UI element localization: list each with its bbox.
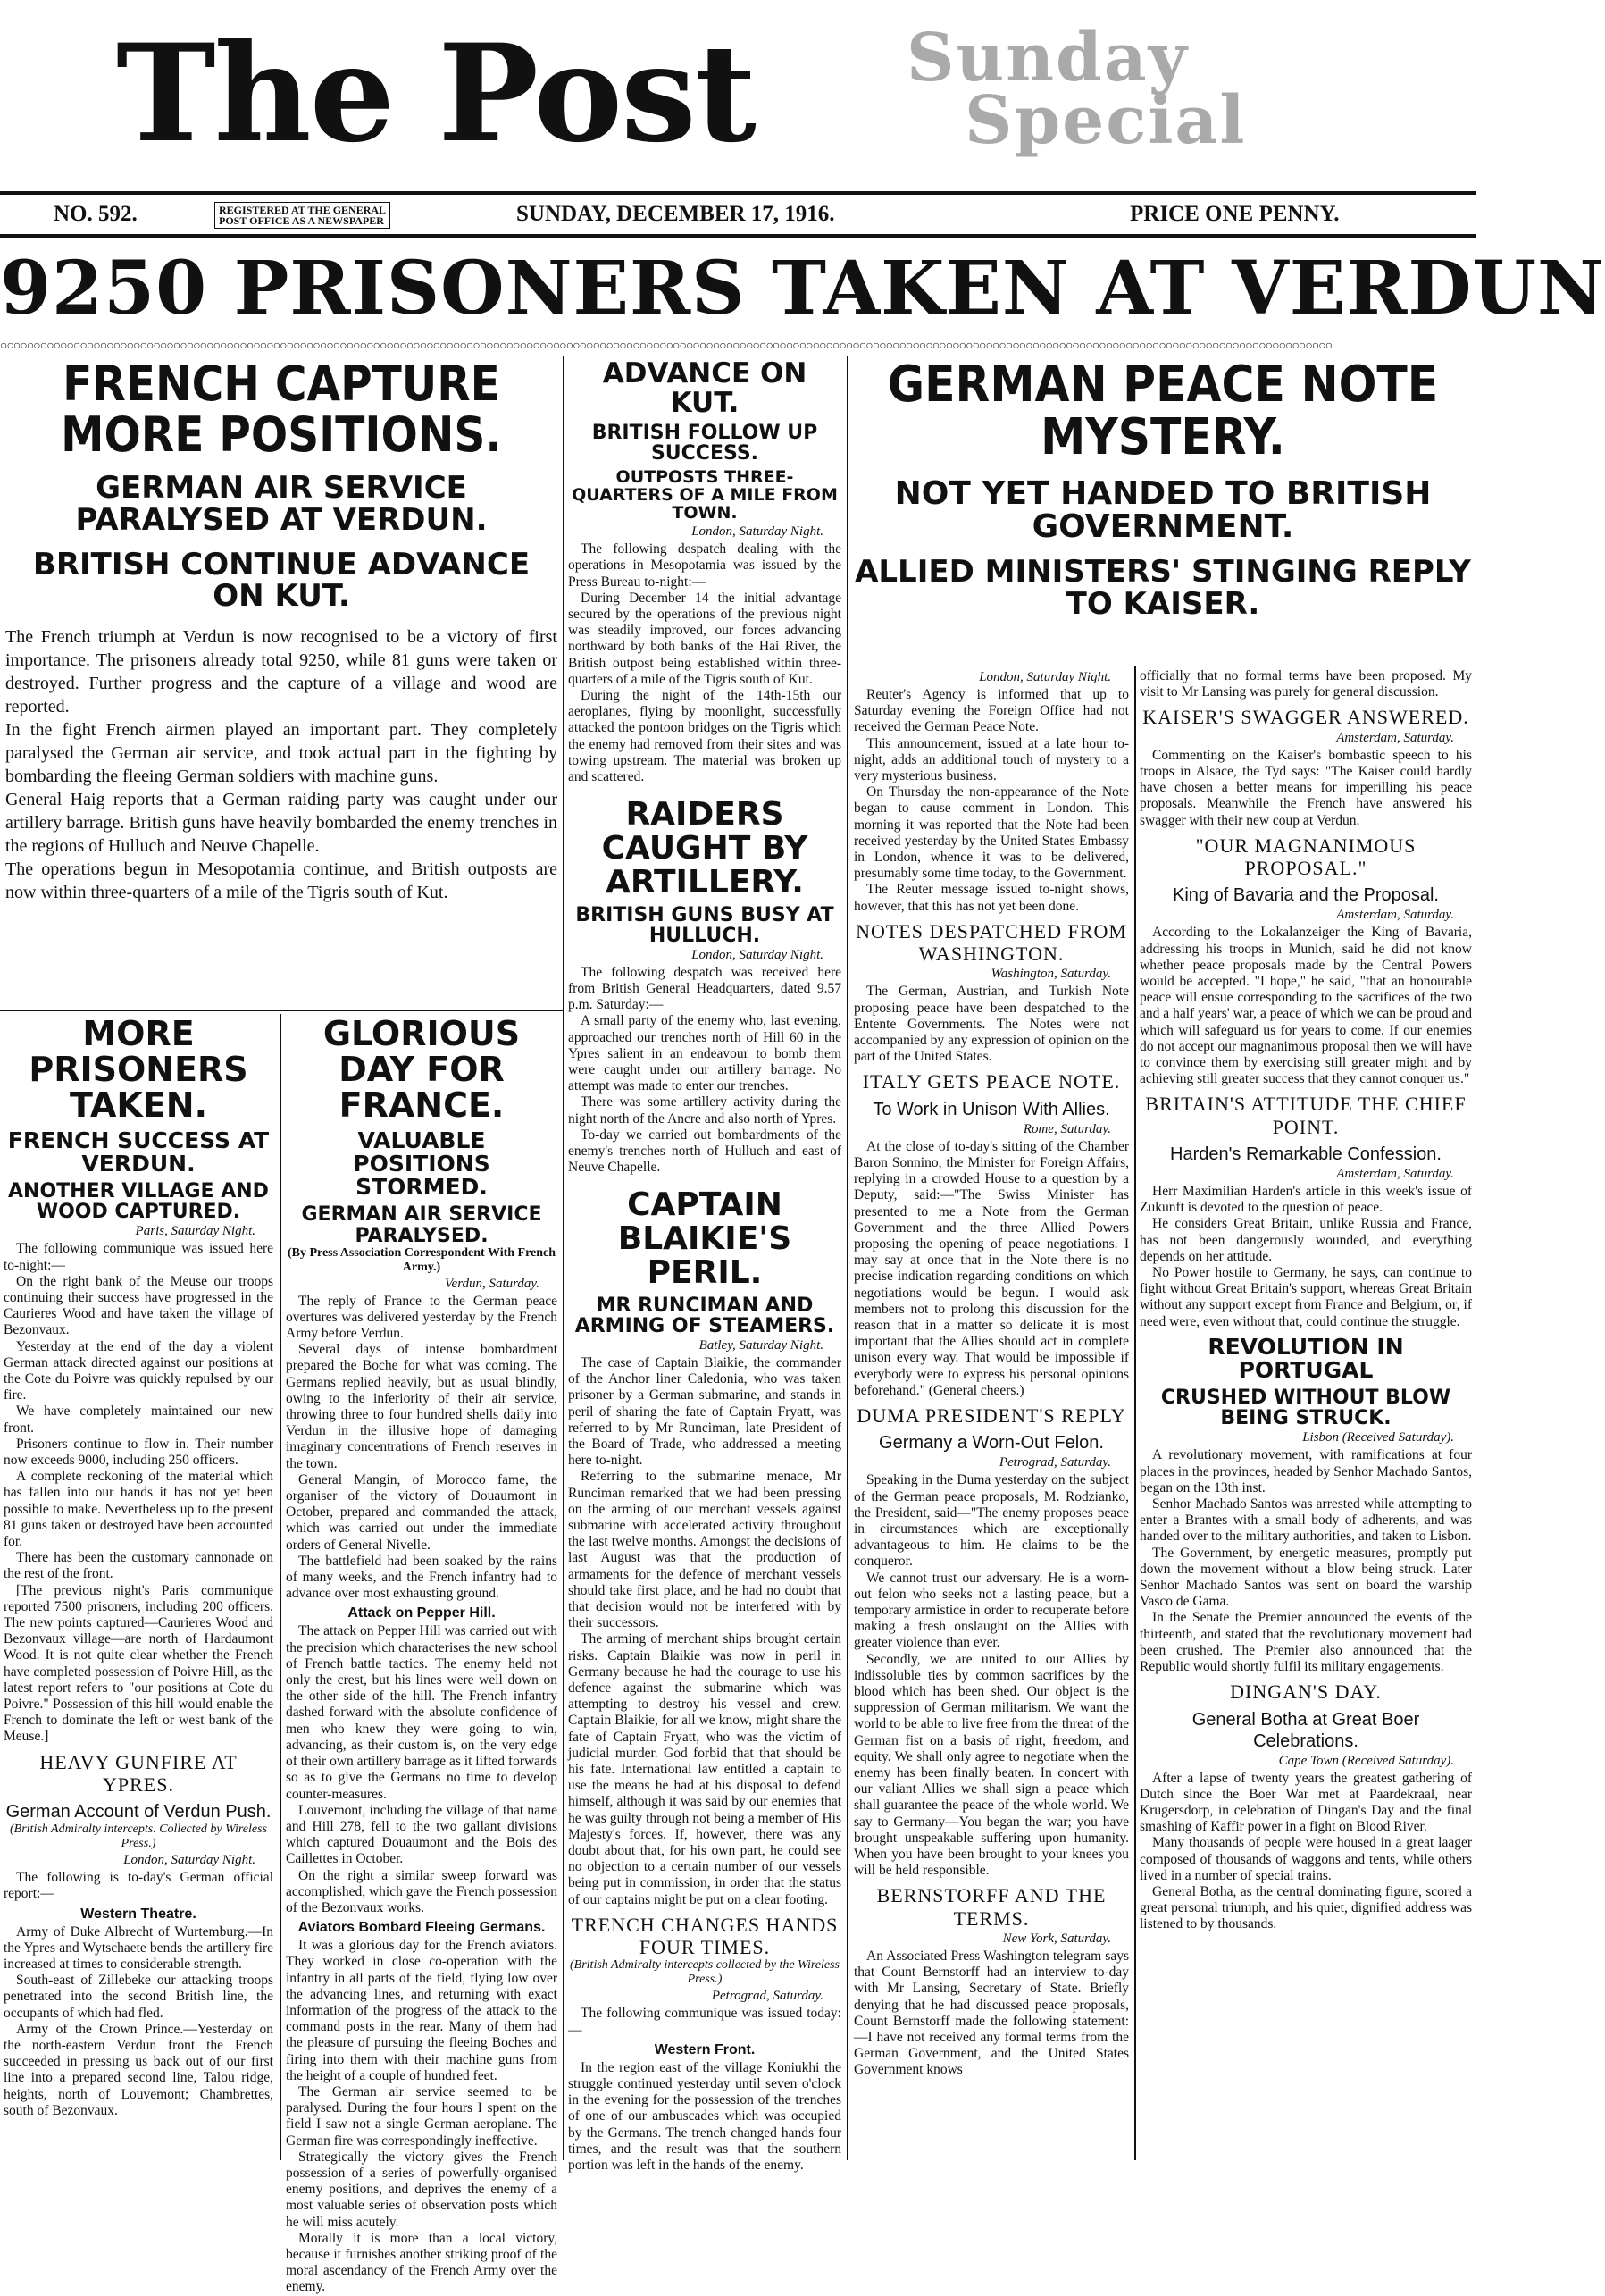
paragraph: During December 14 the initial advantage secured by the operations of the previous night was steadily improved, our forces advancing northward by both banks of the Hai River, the British outpost being established within three-quarters of a mile of the Tigris south of Kut. xyxy=(568,590,841,687)
paragraph: A complete reckoning of the material which has fallen into our hands it has not yet been possible to make. Nevertheless up to the present 81 guns taken or destroyed have been accounted for. xyxy=(4,1469,273,1550)
section-label: Western Front. xyxy=(654,2041,756,2057)
column-rule xyxy=(847,356,848,2160)
paragraph: Senhor Machado Santos was arrested while attempting to enter a Brantes with a small body of adherents, and was handed over to the military authorities, and taken to Lisbon. xyxy=(1140,1496,1472,1545)
paragraph: The following despatch was received here from British General Headquarters, dated 9.57 p.m. Saturday:— xyxy=(568,964,841,1013)
lead-paragraph: The French triumph at Verdun is now recognised to be a victory of first importance. The prisoners already total 9250, while 81 guns were taken or destroyed. Further progress and the capture of a village and wood are reported. xyxy=(5,627,557,717)
paragraph: General Mangin, of Morocco fame, the organiser of the victory of Douaumont in October, prepared and commanded the attack, which was carried out under the immediate orders of General Nivelle. xyxy=(286,1471,557,1553)
paragraph: During the night of the 14th-15th our aeroplanes, flying by moonlight, successfully attacked the pontoon bridges on the Tigris which the enemy had removed from their sites and was towing upstream. The material was broken up and scattered. xyxy=(568,687,841,784)
masthead-rule-top xyxy=(0,191,1476,195)
subhead: FRENCH SUCCESS AT VERDUN. xyxy=(7,1127,270,1177)
registration-notice: REGISTERED AT THE GENERAL POST OFFICE AS A NEWSPAPER xyxy=(214,202,390,229)
dateline: Verdun, Saturday. xyxy=(445,1276,539,1291)
column-rule xyxy=(280,1014,281,2160)
paragraph: [The previous night's Paris communique reported 7500 prisoners, including 200 officers. The new points captured—Caurieres Wood and Bezonvaux village—are north of Hardaumont Wood. It is not quite clear whether the French have completed possession of Poivre Hill, as the latest report refers to "our positions at Cote du Poivre." Possession of this hill would enable the French to dominate the left or west bank of the Meuse.] xyxy=(4,1582,273,1745)
headline-heavy-gunfire: HEAVY GUNFIRE AT YPRES. xyxy=(39,1750,238,1796)
headline-italy-peace-note: ITALY GETS PEACE NOTE. xyxy=(862,1070,1121,1094)
issue-info-bar xyxy=(0,198,1476,230)
paragraph: officially that no formal terms have been proposed. My visit to Mr Lansing was purely for general discussion. xyxy=(1140,668,1472,700)
paragraph: After a lapse of twenty years the greatest gathering of Dutch since the Boer War met at Paardekraal, near Krugersdorp, in celebration of Dingan's Day and the final smashing of Kaffir power in a fight on Blood River. xyxy=(1140,1770,1472,1835)
subhead: ANOTHER VILLAGE AND WOOD CAPTURED. xyxy=(8,1180,269,1224)
headline-revolution-portugal: REVOLUTION IN PORTUGAL xyxy=(1208,1333,1404,1384)
paragraph: He considers Great Britain, unlike Russia and France, has not been dangerously wounded, and everything depends on her attitude. xyxy=(1140,1216,1472,1264)
paragraph: The following despatch dealing with the operations in Mesopotamia was issued by the Press Bureau to-night:— xyxy=(568,541,841,590)
paragraph: Army of the Crown Prince.—Yesterday on the north-eastern Verdun front the French succeeded in pressing us back out of our first line into a prepared second line, Talou ridge, heights, north of Louvemont; Chambrettes, south of Bezonvaux. xyxy=(4,2021,273,2118)
subhead: Germany a Worn-Out Felon. xyxy=(879,1433,1104,1454)
paragraph: There was some artillery activity during the night north of the Ancre and also north of Ypres. xyxy=(568,1094,841,1127)
headline-captain-blaikie: CAPTAIN BLAIKIE'S PERIL. xyxy=(617,1186,792,1291)
paragraph: A small party of the enemy who, last evening, approached our trenches north of Hill 60 in the Ypres salient in an endeavour to bomb them were caught under our artillery barrage. No attempt was made to enter our trenches. xyxy=(568,1013,841,1094)
dateline: Petrograd, Saturday. xyxy=(711,1989,823,2004)
column-5 xyxy=(1140,668,1472,2160)
sunday-special-stamp xyxy=(907,20,1247,159)
subhead: General Botha at Great Boer Celebrations. xyxy=(1191,1709,1420,1751)
lead-paragraph: The operations begun in Mesopotamia continue, and British outposts are now within three-quarters of a mile of the Tigris south of Kut. xyxy=(5,859,557,903)
lead-paragraph: General Haig reports that a German raiding party was caught under our artillery barrage. British guns have heavily bombarded the enemy trenches in the regions of Hulluch and Neuve Chapelle. xyxy=(5,790,557,857)
paragraph: General Botha, as the central dominating figure, scored a great personal triumph, and his quiet, dignified address was listened to by thousands. xyxy=(1140,1884,1472,1932)
section-rule xyxy=(0,1010,563,1011)
masthead xyxy=(0,0,1476,192)
headline-advance-on-kut: ADVANCE ON KUT. xyxy=(602,357,807,419)
paragraph: We cannot trust our adversary. He is a worn-out felon who seeks not a lasting peace, but a temporary armistice in order to recuperate before making a fresh onslaught on the Allies with greater violence than ever. xyxy=(854,1570,1129,1651)
lead-story xyxy=(5,356,557,1007)
subhead: CRUSHED WITHOUT BLOW BEING STRUCK. xyxy=(1160,1387,1451,1430)
paragraph: There has been the customary cannonade on the rest of the front. xyxy=(4,1550,273,1582)
dateline: Amsterdam, Saturday. xyxy=(1336,730,1454,745)
headline-britains-attitude: BRITAIN'S ATTITUDE THE CHIEF POINT. xyxy=(1145,1093,1467,1138)
issue-number: NO. 592. xyxy=(54,202,138,226)
dateline: Washington, Saturday. xyxy=(991,967,1111,982)
column-2 xyxy=(286,1014,557,2295)
dateline: Petrograd, Saturday. xyxy=(999,1455,1111,1471)
headline-duma-reply: DUMA PRESIDENT'S REPLY xyxy=(857,1404,1126,1427)
dateline: Cape Town (Received Saturday). xyxy=(1278,1753,1454,1768)
headline-raiders-caught: RAIDERS CAUGHT BY ARTILLERY. xyxy=(601,796,808,901)
paragraph: In the region east of the village Koniukhi the struggle continued yesterday until seven o'clock in the evening for the possession of the trenches of one of our ambuscades which was occupied by the Germans. The trench changed hands four times, and the result was that the southern portion was left in the hands of the enemy. xyxy=(568,2059,841,2174)
dateline: New York, Saturday. xyxy=(1002,1931,1111,1946)
paragraph: Secondly, we are united to our Allies by indissoluble ties by common sacrifices by the blood which has been shed. Our object is the suppression of German militarism. We want the world to be able to live free from the threat of the German fist on a basis of right, freedom, and equity. We shall only agree to negotiate when the enemy has been finally beaten. In concert with our valiant Allies we shall sign a peace which shall guarantee the peace of the whole world. We say to Germany—You began the war; you have brought unspeakable suffering upon humanity. When you have been brought to your knees you will be held responsible. xyxy=(854,1651,1129,1879)
lead-subhead-1: GERMAN AIR SERVICE PARALYSED AT VERDUN. xyxy=(75,470,488,539)
special-line-1: Sunday xyxy=(907,20,1189,96)
headline-dingans-day: DINGAN'S DAY. xyxy=(1230,1680,1382,1704)
dateline: Amsterdam, Saturday. xyxy=(1336,1166,1454,1181)
paragraph: The arming of merchant ships brought certain risks. Captain Blaikie was now in peril in Germany because he had the courage to use his defence against the submarine which was attempting to destroy his vessel and crew. Captain Blaikie, for all we know, might share the fate of Captain Fryatt, who was the victim of judicial murder. God forbid that that should be his fate. International law entitled a captain to use the means he had at his disposal to defend himself, although it was said by our enemies that he was guilty through not being a member of His Majesty's forces. If, however, there was any doubt about that, for his own part, he could see no objection to a certain number of our vessels being put in commission, in order that the status of our captains might be put on a clear footing. xyxy=(568,1631,841,1907)
paragraph: On Thursday the non-appearance of the Note began to cause comment in London. This morning it was reported that the Note had been received yesterday by the United States Embassy in London, whence it was to be delivered, presumably some time today, to the Government. xyxy=(854,784,1129,882)
paragraph: At the close of to-day's sitting of the Chamber Baron Sonnino, the Minister for Foreign Affairs, replying in a crowded House to a question by a Deputy, said:—"The Swiss Minister has presented to me a Note from the German Government and the three Allied Powers proposing the opening of peace negotiations. I may say at once that in the Note there is no precise indication regarding conditions on which negotiations would be begun. I would ask members not to prolong this discussion for the reason that in a matter so delicate it is most important that the Allies should act in complete unison every way. That would be impossible if everybody were to express his personal opinions beforehand." (General cheers.) xyxy=(854,1138,1129,1398)
subhead: OUTPOSTS THREE-QUARTERS OF A MILE FROM TOWN. xyxy=(572,467,838,524)
column-4 xyxy=(854,668,1129,2160)
issue-price: PRICE ONE PENNY. xyxy=(1130,202,1340,226)
paragraph: The following communique was issued today:— xyxy=(568,2006,841,2038)
chain-divider: ○○○○○○○○○○○○○○○○○○○○○○○○○○○○○○○○○○○○○○○○○○○○○○○○○○○○○○○○○○○○○○○○○○○○○○○○○○○○○○○○○○○○○○○○○○○○○○○○○○○○○○○○○○○○○○○○○○○○○○○○○○○○○○○○○○○○○○○○○○○○○○○○○○○○○○○○○○○○○○○○○○○○○○○○○○○○○○○○○○○○○○○○○○○○○○○○○○○○○○○○ xyxy=(0,339,1333,353)
paragraph: Louvemont, including the village of that name and Hill 278, fell to the two gallant divisions which captured Douaumont and the Bois des Caillettes in October. xyxy=(286,1802,557,1867)
headline-peace-note-mystery: GERMAN PEACE NOTE MYSTERY. xyxy=(887,356,1439,466)
paragraph: South-east of Zillebeke our attacking troops penetrated into the second British line, the occupants of which had fled. xyxy=(4,1973,273,2021)
headline-trench-changes: TRENCH CHANGES HANDS FOUR TIMES. xyxy=(571,1913,839,1959)
subhead: VALUABLE POSITIONS STORMED. xyxy=(353,1127,490,1201)
subhead: To Work in Unison With Allies. xyxy=(873,1099,1110,1119)
paragraph: The Government, by energetic measures, promptly put down the movement without a blow being struck. Later Senhor Machado Santos was sent on board the warship Vasco de Gama. xyxy=(1140,1545,1472,1610)
column-1 xyxy=(4,1014,273,2160)
subhead: King of Bavaria and the Proposal. xyxy=(1173,885,1439,906)
subhead: BRITISH FOLLOW UP SUCCESS. xyxy=(591,422,818,465)
headline-glorious-day: GLORIOUS DAY FOR FRANCE. xyxy=(322,1014,521,1125)
subhead: GERMAN AIR SERVICE PARALYSED. xyxy=(301,1203,542,1247)
paragraph: This announcement, issued at a late hour to-night, adds an additional touch of mystery to a very mysterious business. xyxy=(854,735,1129,784)
paragraph: Many thousands of people were housed in a great laager composed of thousands of waggons and tents, while others lived in a number of special trains. xyxy=(1140,1835,1472,1883)
dateline: Paris, Saturday Night. xyxy=(135,1224,255,1239)
paragraph: In the Senate the Premier announced the events of the thirteenth, and stated that the revolutionary movement had been crushed. The Premier also announced that the Republic would shortly fulfil its military engagements. xyxy=(1140,1610,1472,1675)
paragraph: The German air service seemed to be paralysed. During the four hours I spent on the field I saw not a single German aeroplane. The German fire was correspondingly ineffective. xyxy=(286,2083,557,2149)
headline-more-prisoners: MORE PRISONERS TAKEN. xyxy=(29,1014,248,1125)
paragraph: Prisoners continue to flow in. Their number now exceeds 9000, including 250 officers. xyxy=(4,1436,273,1468)
issue-date: SUNDAY, DECEMBER 17, 1916. xyxy=(516,202,835,226)
dateline: Amsterdam, Saturday. xyxy=(1336,908,1454,923)
subhead: NOT YET HANDED TO BRITISH GOVERNMENT. xyxy=(894,474,1432,546)
peace-note-story xyxy=(854,356,1472,663)
section-label: Aviators Bombard Fleeing Germans. xyxy=(297,1920,546,1936)
paragraph: To-day we carried out bombardments of the enemy's trenches north of Hulluch and east of Neuve Chapelle. xyxy=(568,1127,841,1176)
paragraph: Morally it is more than a local victory, because it furnishes another striking proof of the moral ascendancy of the French Army over the enemy. xyxy=(286,2230,557,2295)
paragraph: No Power hostile to Germany, he says, can continue to fight without Great Britain's support, whereas Great Britain without any support except from France and Belgium, or, if need were, even without that, could continue the struggle. xyxy=(1140,1264,1472,1329)
paragraph: We have completely maintained our new front. xyxy=(4,1404,273,1436)
paragraph: A revolutionary movement, with ramifications at four places in the provinces, headed by Senhor Machado Santos, began on the 13th inst. xyxy=(1140,1447,1472,1496)
subhead: MR RUNCIMAN AND ARMING OF STEAMERS. xyxy=(574,1294,835,1337)
paragraph: Herr Maximilian Harden's article in this week's issue of Zukunft is devoted to the question of peace. xyxy=(1140,1183,1472,1216)
paragraph: Commenting on the Kaiser's bombastic speech to his troops in Alsace, the Tyd says: "The Kaiser could hardly have chosen a better means for imperilling his peace proposals. Meanwhile the French have answered his swagger with their new coup at Verdun. xyxy=(1140,747,1472,828)
main-headline: 9250 PRISONERS TAKEN AT VERDUN xyxy=(0,246,1605,331)
subhead: German Account of Verdun Push. xyxy=(5,1802,272,1823)
lead-subhead-2: BRITISH CONTINUE ADVANCE ON KUT. xyxy=(32,546,531,615)
paragraph: The attack on Pepper Hill was carried out with the precision which characterises the new school of French battle tactics. The enemy held not only the crest, but his lines were well down on the other side of the hill. The French infantry dashed forward with the absolute confidence of men who knew they were going to win, advancing, as their custom is, on the very edge of their own artillery barrage as it lifted forwards so as to give the Germans no time to develop counter-measures. xyxy=(286,1623,557,1802)
column-rule xyxy=(563,356,564,2160)
column-rule xyxy=(1134,666,1136,2160)
paragraph: The case of Captain Blaikie, the commander of the Anchor liner Caledonia, who was taken prisoner by a German submarine, and stands in peril of sharing the fate of Captain Fryatt, was referred to by Mr Runciman, late President of the Board of Trade, who addressed a meeting here to-night. xyxy=(568,1354,841,1469)
source-note: (By Press Association Correspondent With French Army.) xyxy=(287,1245,556,1274)
section-label: Attack on Pepper Hill. xyxy=(347,1605,496,1621)
source-note: (British Admiralty intercepts. Collected by Wireless Press.) xyxy=(10,1823,267,1851)
paragraph: The Reuter message issued to-night shows, however, that this has not yet been done. xyxy=(854,882,1129,914)
paragraph: It was a glorious day for the French aviators. They worked in close co-operation with the infantry in all parts of the field, flying low over the advancing lines, and returning with exact information of the progress of the attack to the command posts in the rear. Many of them had the pleasure of pursuing the fleeing Boches and firing into them with their machine guns from the height of a couple of hundred feet. xyxy=(286,1938,557,2083)
paragraph: On the right bank of the Meuse our troops continuing their success have progressed in the Caurieres Wood and have taken the village of Bezonvaux. xyxy=(4,1273,273,1338)
paragraph: Speaking in the Duma yesterday on the subject of the German peace proposals, M. Rodzianko, the President, said—"The enemy proposes peace in circumstances which are exceptionally advantageous to him. He claims to be the conqueror. xyxy=(854,1472,1129,1570)
headline-magnanimous-proposal: "OUR MAGNANIMOUS PROPOSAL." xyxy=(1195,834,1417,880)
paragraph: On the right a similar sweep forward was accomplished, which gave the French possession of the Bezonvaux works. xyxy=(286,1867,557,1915)
dateline: Lisbon (Received Saturday). xyxy=(1302,1430,1454,1445)
paragraph: The following is to-day's German official report:— xyxy=(4,1870,273,1902)
paragraph: According to the Lokalanzeiger the King of Bavaria, addressing his troops in Munich, said he did not know whether peace proposals made by the Central Powers would be accepted. "I hope," he said, "that an honourable peace will ensue corresponding to the sacrifices of the two and a half years' war, a peace of which we can be proud and which will safeguard us for years to come. If our enemies do not accept our magnanimous proposal then we will have to convince them by exercising still greater might and by achieving still greater success that they cannot conquer us." xyxy=(1140,925,1472,1087)
paragraph: The German, Austrian, and Turkish Note proposing peace have been despatched to the Entente Governments. The Notes were not accompanied by any expression of opinion on the part of the United States. xyxy=(854,984,1129,1065)
paragraph: Several days of intense bombardment prepared the Boche for what was coming. The Germans replied heavily, but as usual blindly, owing to the inferiority of their air service, throwing three to four hundred shells daily into Verdun in the illusive hope of damaging imaginary concentrations of French reserves in the town. xyxy=(286,1342,557,1471)
paragraph: An Associated Press Washington telegram says that Count Bernstorff had an interview to-day with Mr Lansing, Secretary of State. Briefly denying that he had discussed peace proposals, Count Bernstorff made the following statement:—I have not received any formal terms from the German Government, and the United States Government knows xyxy=(854,1948,1129,2078)
source-note: (British Admiralty intercepts collected by the Wireless Press.) xyxy=(570,1958,840,1987)
headline-kaiser-swagger: KAISER'S SWAGGER ANSWERED. xyxy=(1142,706,1469,729)
lead-paragraph: In the fight French airmen played an important part. They completely paralysed the German air service, and took actual part in the fighting by bombarding the fleeing German soldiers with machine guns. xyxy=(5,720,557,787)
masthead-rule-bottom xyxy=(0,234,1476,238)
dateline: Rome, Saturday. xyxy=(1023,1121,1111,1136)
subhead: Harden's Remarkable Confession. xyxy=(1170,1144,1442,1164)
headline-bernstorff: BERNSTORFF AND THE TERMS. xyxy=(876,1884,1107,1930)
dateline: London, Saturday Night. xyxy=(691,947,823,962)
paragraph: The reply of France to the German peace overtures was delivered yesterday by the French Army before Verdun. xyxy=(286,1293,557,1342)
section-label: Western Theatre. xyxy=(80,1906,196,1922)
newspaper-title: The Post xyxy=(116,15,755,172)
headline-notes-despatched: NOTES DESPATCHED FROM WASHINGTON. xyxy=(856,919,1127,966)
subhead: ALLIED MINISTERS' STINGING REPLY TO KAISER. xyxy=(855,554,1471,622)
column-3 xyxy=(568,357,841,2174)
paragraph: The following communique was issued here to-night:— xyxy=(4,1241,273,1273)
lead-headline: FRENCH CAPTURE MORE POSITIONS. xyxy=(61,356,502,463)
paragraph: Army of Duke Albrecht of Wurtemburg.—In the Ypres and Wytschaete bends the artillery fire increased at times to considerable strength. xyxy=(4,1923,273,1973)
dateline: Batley, Saturday Night. xyxy=(698,1337,823,1353)
paragraph: The battlefield had been soaked by the rains of many weeks, and the French infantry had to advance over most exhausting ground. xyxy=(286,1553,557,1602)
dateline: London, Saturday Night. xyxy=(691,524,823,540)
paragraph: Strategically the victory gives the French possession of a series of powerfully-organised enemy positions, and deprives the enemy of a most valuable series of observation posts which he will miss acutely. xyxy=(286,2149,557,2230)
dateline: London, Saturday Night. xyxy=(979,670,1111,684)
paragraph: Referring to the submarine menace, Mr Runciman remarked that we had been pressing on the arming of our merchant vessels against submarine with accelerated activity throughout the last twelve months. Amongst the decisions of last August was that the production of armaments for the defence of merchant vessels should take first place, and he had no doubt that that decision would not be interfered with by their successors. xyxy=(568,1469,841,1631)
subhead: BRITISH GUNS BUSY AT HULLUCH. xyxy=(575,903,834,947)
paragraph: Reuter's Agency is informed that up to Saturday evening the Foreign Office had not received the German Peace Note. xyxy=(854,687,1129,735)
paragraph: Yesterday at the end of the day a violent German attack directed against our positions at the Cote du Poivre was quickly repulsed by our fire. xyxy=(4,1338,273,1404)
dateline: London, Saturday Night. xyxy=(123,1853,255,1868)
special-line-2: Special xyxy=(965,82,1247,159)
